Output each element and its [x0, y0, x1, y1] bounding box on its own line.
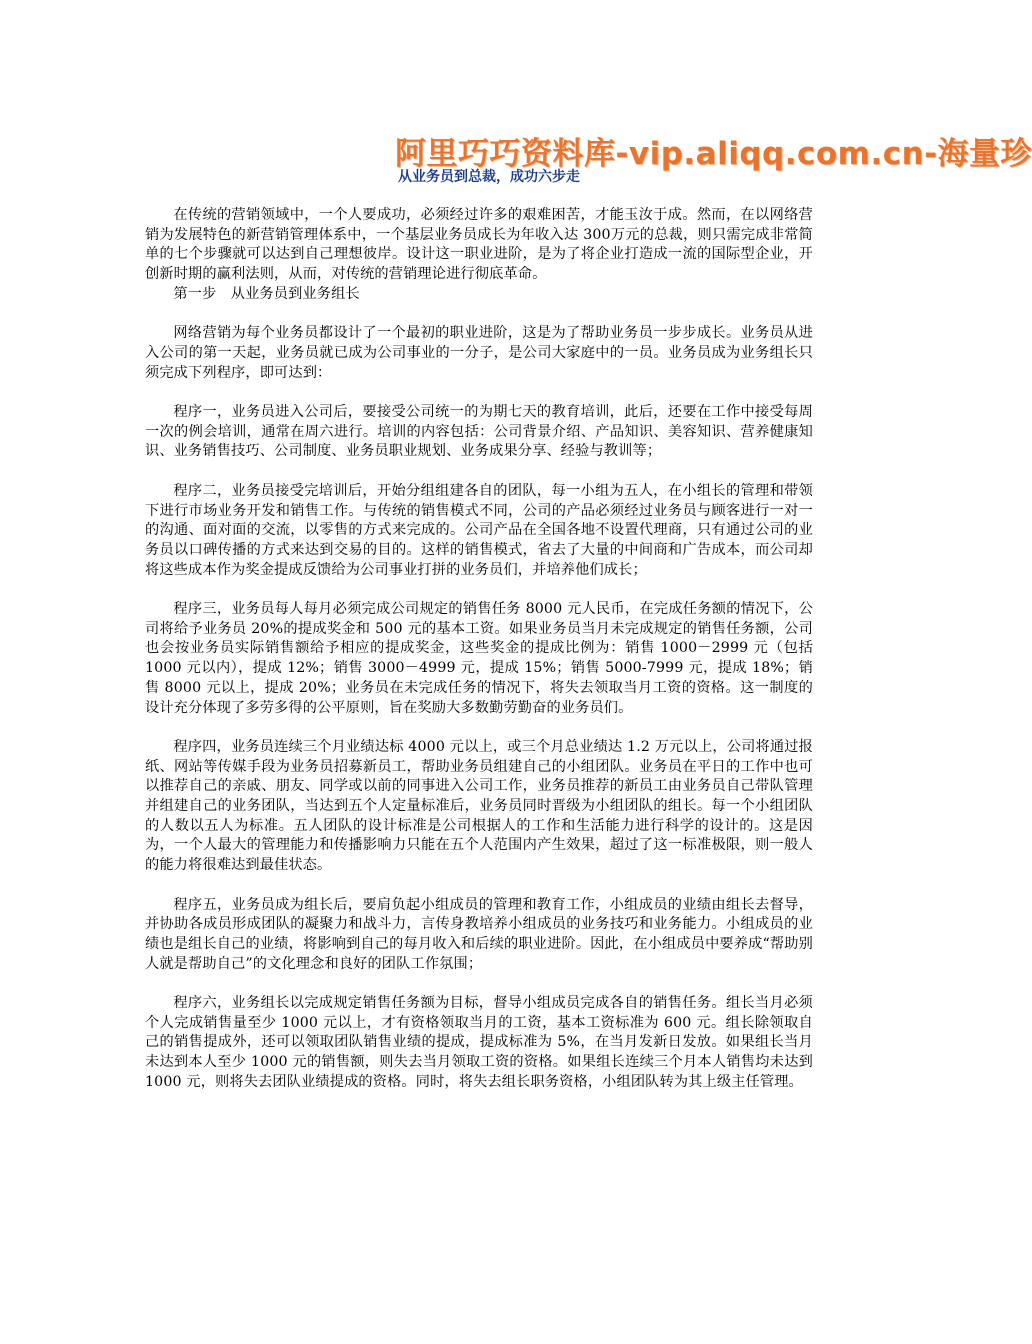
step-heading: 第一步 从业务员到业务组长 — [173, 285, 360, 302]
watermark-banner: 阿里巧巧资料库-vip.aliqq.com.cn-海量珍 — [395, 136, 1032, 172]
procedure-3-paragraph: 程序三，业务员每人每月必须完成公司规定的销售任务 8000 元人民币，在完成任务额的情况下，公司将给予业务员 20%的提成奖金和 500 元的基本工资。如果业务员当月未完成规定的销售任务额，公司也会按业务员实际销售额给予相应的提成奖金，这些奖金的提成比例为：销售 1000－2999 元（包括 1000 元以内），提成 12%；销售 3000－4999 元，提成 15%；销售 5000-7999 元，提成 18%；销售 8000 元以上，提成 20%；业务员在未完成任务的情况下，将失去领取当月工资的资格。这一制度的设计充分体现了多劳多得的公平原则，旨在奖励大多数勤劳勤奋的业务员们。 — [145, 601, 813, 716]
document-title: 从业务员到总裁，成功六步走 — [398, 169, 580, 185]
procedure-5-paragraph: 程序五，业务员成为组长后，要肩负起小组成员的管理和教育工作，小组成员的业绩由组长去督导，并协助各成员形成团队的凝聚力和战斗力，言传身教培养小组成员的业务技巧和业务能力。小组成员的业绩也是组长自己的业绩，将影响到自己的每月收入和后续的职业进阶。因此，在小组成员中要养成“帮助别人就是帮助自己”的文化理念和良好的团队工作氛围； — [145, 896, 813, 972]
procedure-1-paragraph: 程序一，业务员进入公司后，要接受公司统一的为期七天的教育培训，此后，还要在工作中接受每周一次的例会培训，通常在周六进行。培训的内容包括：公司背景介绍、产品知识、美容知识、营养健康知识、业务销售技巧、公司制度、业务员职业规划、业务成果分享、经验与教训等； — [145, 404, 813, 460]
procedure-6-paragraph: 程序六，业务组长以完成规定销售任务额为目标，督导小组成员完成各自的销售任务。组长当月必须个人完成销售量至少 1000 元以上，才有资格领取当月的工资，基本工资标准为 600 元。组长除领取自己的销售提成外，还可以领取团队销售业绩的提成，提成标准为 5%，在当月发新日发放。如果组长当月未达到本人至少 1000 元的销售额，则失去当月领取工资的资格。如果组长连续三个月本人销售均未达到 1000 元，则将失去团队业绩提成的资格。同时，将失去组长职务资格，小组团队转为其上级主任管理。 — [145, 995, 813, 1090]
body-paragraph: 网络营销为每个业务员都设计了一个最初的职业进阶，这是为了帮助业务员一步步成长。业务员从进入公司的第一天起，业务员就已成为公司事业的一分子，是公司大家庭中的一员。业务员成为业务组长只须完成下列程序，即可达到： — [145, 325, 813, 381]
intro-paragraph: 在传统的营销领域中，一个人要成功，必须经过许多的艰难困苦，才能玉汝于成。然而，在以网络营销为发展特色的新营销管理体系中，一个基层业务员成长为年收入达 300万元的总裁，则只需完成非常简单的七个步骤就可以达到自己理想彼岸。设计这一职业进阶，是为了将企业打造成一流的国际型企业，开创新时期的赢利法则，从而，对传统的营销理论进行彻底革命。 — [145, 207, 813, 283]
procedure-2-paragraph: 程序二，业务员接受完培训后，开始分组组建各自的团队，每一小组为五人，在小组长的管理和带领下进行市场业务开发和销售工作。与传统的销售模式不同，公司的产品必须经过业务员与顾客进行一对一的沟通、面对面的交流，以零售的方式来完成的。公司产品在全国各地不设置代理商，只有通过公司的业务员以口碑传播的方式来达到交易的目的。这样的销售模式，省去了大量的中间商和广告成本，而公司却将这些成本作为奖金提成反馈给为公司事业打拼的业务员们，并培养他们成长； — [145, 482, 813, 578]
procedure-4-paragraph: 程序四，业务员连续三个月业绩达标 4000 元以上，或三个月总业绩达 1.2 万元以上，公司将通过报纸、网站等传媒手段为业务员招募新员工，帮助业务员组建自己的小组团队。业务员在平日的工作中也可以推荐自己的亲戚、朋友、同学或以前的同事进入公司工作，业务员推荐的新员工由业务员自己带队管理并组建自己的业务团队，当达到五个人定量标准后，业务员同时晋级为小组团队的组长。每一个小组团队的人数以五人为标准。五人团队的设计标准是公司根据人的工作和生活能力进行科学的设计的。这是因为，一个人最大的管理能力和传播影响力只能在五个人范围内产生效果，超过了这一标准极限，则一般人的能力将很难达到最佳状态。 — [145, 738, 813, 874]
document-body — [145, 206, 813, 1093]
